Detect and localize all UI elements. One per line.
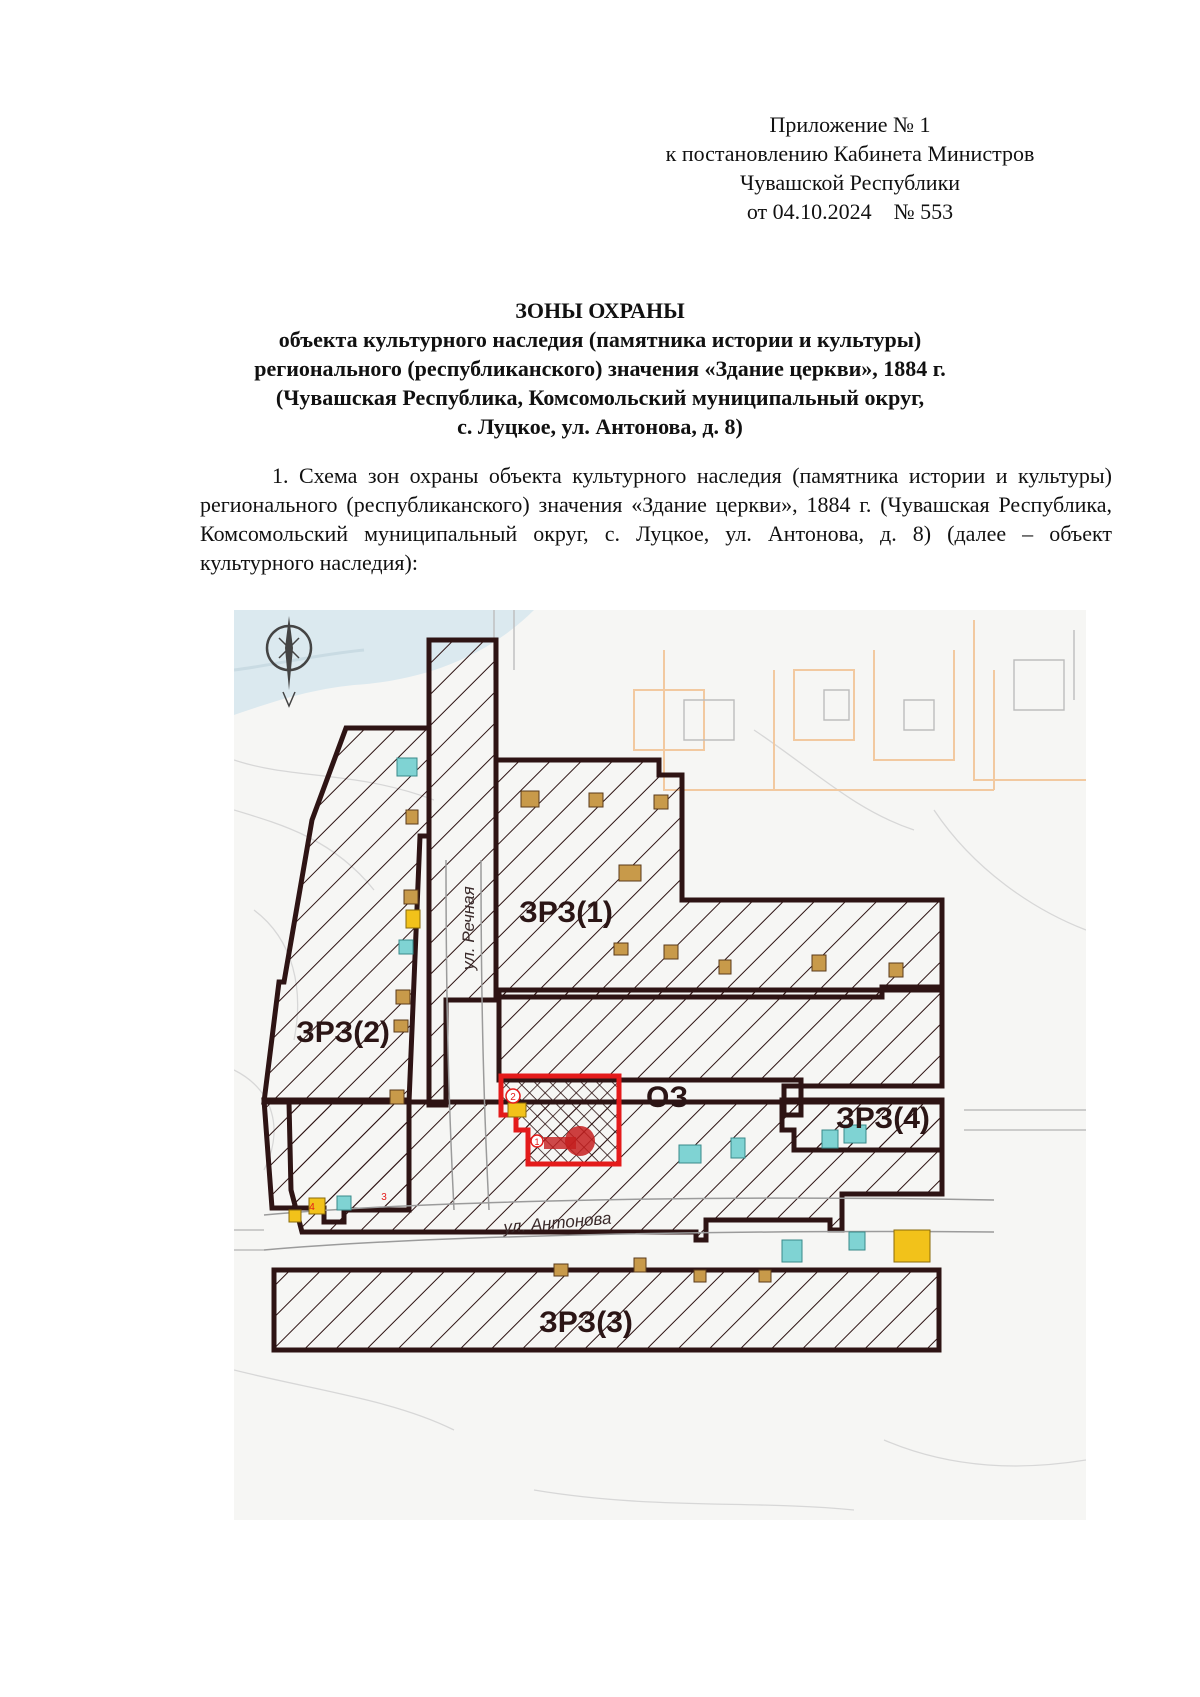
appendix-republic: Чувашской Республики	[739, 170, 961, 195]
zone-label-zrz3: ЗРЗ(3)	[539, 1306, 633, 1339]
title-line: с. Луцкое, ул. Антонова, д. 8)	[457, 414, 743, 439]
title-line: регионального (республиканского) значения «Здание церкви», 1884 г.	[254, 356, 946, 381]
zone-label-zrz1: ЗРЗ(1)	[519, 896, 613, 929]
protection-zones-map	[234, 610, 1086, 1520]
street-label-rechnaya: ул. Речная	[459, 886, 478, 970]
scheme-paragraph: 1. Схема зон охраны объекта культурного наследия (памятника истории и культуры) регионального (республиканского) значения «Здание церкви», 1884 г. (Чувашская Республика, Комсомольский муниципальный округ, с. Луцкое, ул. Антонова, д. 8) (далее – объект культурного наследия):	[200, 463, 1112, 575]
marker-3-label: 3	[381, 1192, 387, 1203]
zone-label-zrz4: ЗРЗ(4)	[836, 1102, 930, 1135]
marker-4-label: 4	[309, 1202, 315, 1213]
map-svg	[234, 610, 1086, 1520]
marker-2-label: 2	[510, 1092, 516, 1103]
zone-label-oz: ОЗ	[646, 1081, 689, 1114]
zone-label-zrz2: ЗРЗ(2)	[296, 1016, 390, 1049]
title-line: объекта культурного наследия (памятника истории и культуры)	[278, 327, 922, 352]
appendix-number: Приложение № 1	[769, 112, 931, 137]
appendix-header	[620, 110, 1080, 226]
title-heading: ЗОНЫ ОХРАНЫ	[515, 298, 685, 323]
street-label-antonova: ул. Антонова	[502, 1208, 613, 1237]
marker-1-label: 1	[534, 1137, 540, 1147]
appendix-date: от 04.10.2024 № 553	[746, 199, 954, 224]
title-line: (Чувашская Республика, Комсомольский муниципальный округ,	[275, 385, 925, 410]
appendix-ref: к постановлению Кабинета Министров	[665, 141, 1035, 166]
document-title	[150, 296, 1050, 441]
